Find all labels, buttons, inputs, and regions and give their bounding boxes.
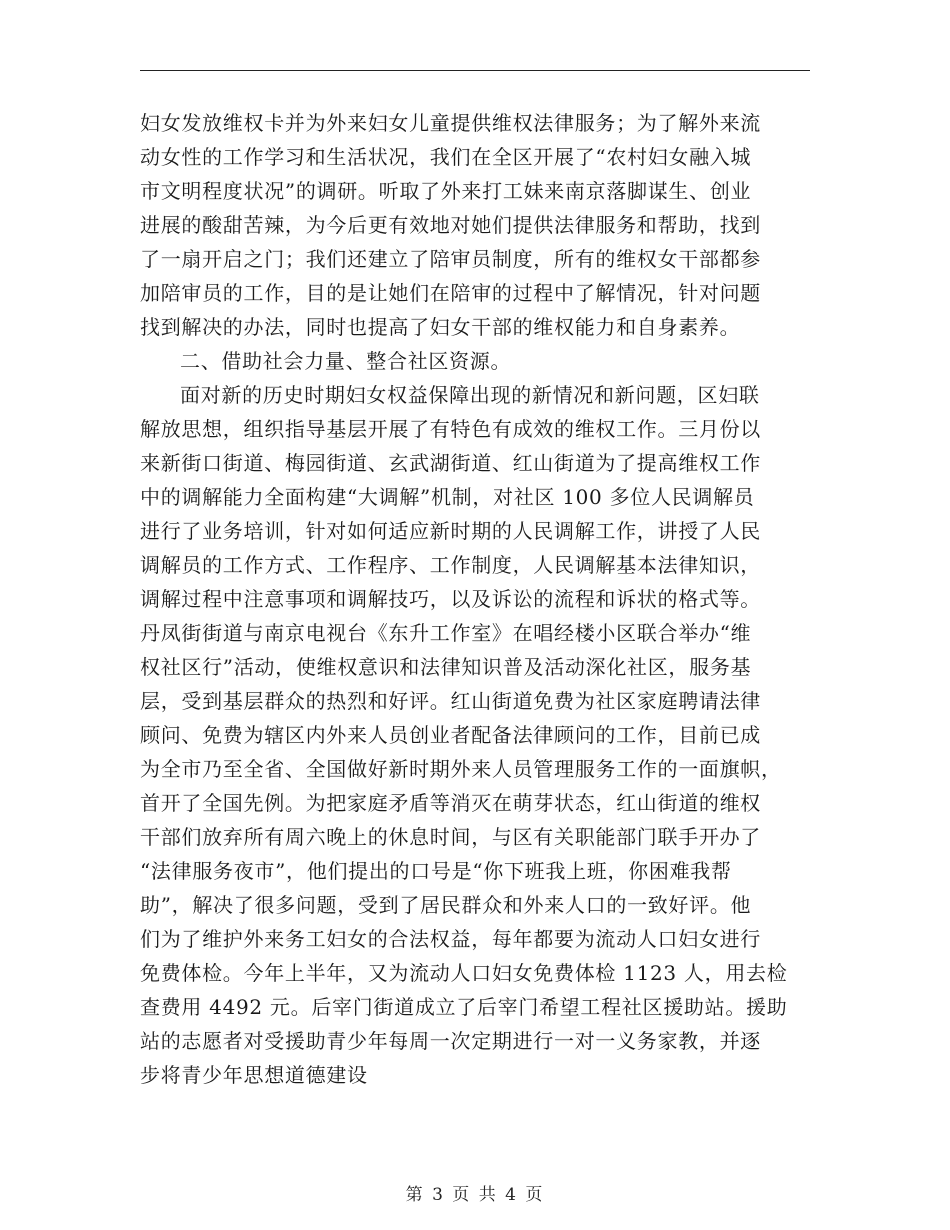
text-line: 进行了业务培训，针对如何适应新时期的人民调解工作，讲授了人民 — [140, 519, 761, 543]
text-line: 干部们放弃所有周六晚上的休息时间，与区有关职能部门联手开办了 — [140, 825, 761, 849]
text-line: 动女性的工作学习和生活状况，我们在全区开展了“农村妇女融入城 — [140, 145, 752, 169]
document-body — [140, 106, 812, 1092]
text-line: 调解过程中注意事项和调解技巧，以及诉讼的流程和诉状的格式等。 — [140, 587, 761, 611]
paragraph-first-line: 面对新的历史时期妇女权益保障出现的新情况和新问题，区妇联 — [180, 383, 760, 407]
header-rule — [140, 70, 810, 71]
text-line: 权社区行”活动，使维权意识和法律知识普及活动深化社区，服务基 — [140, 655, 752, 679]
text-line: 市文明程度状况”的调研。听取了外来打工妹来南京落脚谋生、创业 — [140, 179, 752, 203]
text-line: 调解员的工作方式、工作程序、工作制度，人民调解基本法律知识， — [140, 553, 761, 577]
text-line: 免费体检。今年上半年，又为流动人口妇女免费体检 1123 人，用去检 — [140, 961, 788, 985]
text-line: 了一扇开启之门；我们还建立了陪审员制度，所有的维权女干部都参 — [140, 247, 761, 271]
text-line: 妇女发放维权卡并为外来妇女儿童提供维权法律服务；为了解外来流 — [140, 111, 761, 135]
text-line: 找到解决的办法，同时也提高了妇女干部的维权能力和自身素养。 — [140, 315, 741, 339]
text-line: 加陪审员的工作，目的是让她们在陪审的过程中了解情况，针对问题 — [140, 281, 761, 305]
text-line: 层，受到基层群众的热烈和好评。红山街道免费为社区家庭聘请法律 — [140, 689, 761, 713]
paragraph-first-line: 二、借助社会力量、整合社区资源。 — [180, 349, 512, 373]
page-number-footer: 第 3 页 共 4 页 — [405, 1185, 545, 1205]
text-line: 步将青少年思想道德建设 — [140, 1063, 368, 1087]
text-line: 查费用 4492 元。后宰门街道成立了后宰门希望工程社区援助站。援助 — [140, 995, 788, 1019]
text-line: “法律服务夜市”，他们提出的口号是“你下班我上班，你困难我帮 — [140, 859, 732, 883]
text-line: 中的调解能力全面构建“大调解”机制，对社区 100 多位人民调解员 — [140, 485, 755, 509]
text-line: 站的志愿者对受援助青少年每周一次定期进行一对一义务家教，并逐 — [140, 1029, 761, 1053]
text-line: 为全市乃至全省、全国做好新时期外来人员管理服务工作的一面旗帜， — [140, 757, 782, 781]
text-line: 们为了维护外来务工妇女的合法权益，每年都要为流动人口妇女进行 — [140, 927, 761, 951]
text-line: 解放思想，组织指导基层开展了有特色有成效的维权工作。三月份以 — [140, 417, 761, 441]
text-line: 进展的酸甜苦辣，为今后更有效地对她们提供法律服务和帮助，找到 — [140, 213, 761, 237]
text-line: 来新街口街道、梅园街道、玄武湖街道、红山街道为了提高维权工作 — [140, 451, 761, 475]
text-line: 首开了全国先例。为把家庭矛盾等消灭在萌芽状态，红山街道的维权 — [140, 791, 761, 815]
text-line: 丹凤街街道与南京电视台《东升工作室》在唱经楼小区联合举办“维 — [140, 621, 752, 645]
text-line: 顾问、免费为辖区内外来人员创业者配备法律顾问的工作，目前已成 — [140, 723, 761, 747]
text-line: 助”，解决了很多问题，受到了居民群众和外来人口的一致好评。他 — [140, 893, 752, 917]
